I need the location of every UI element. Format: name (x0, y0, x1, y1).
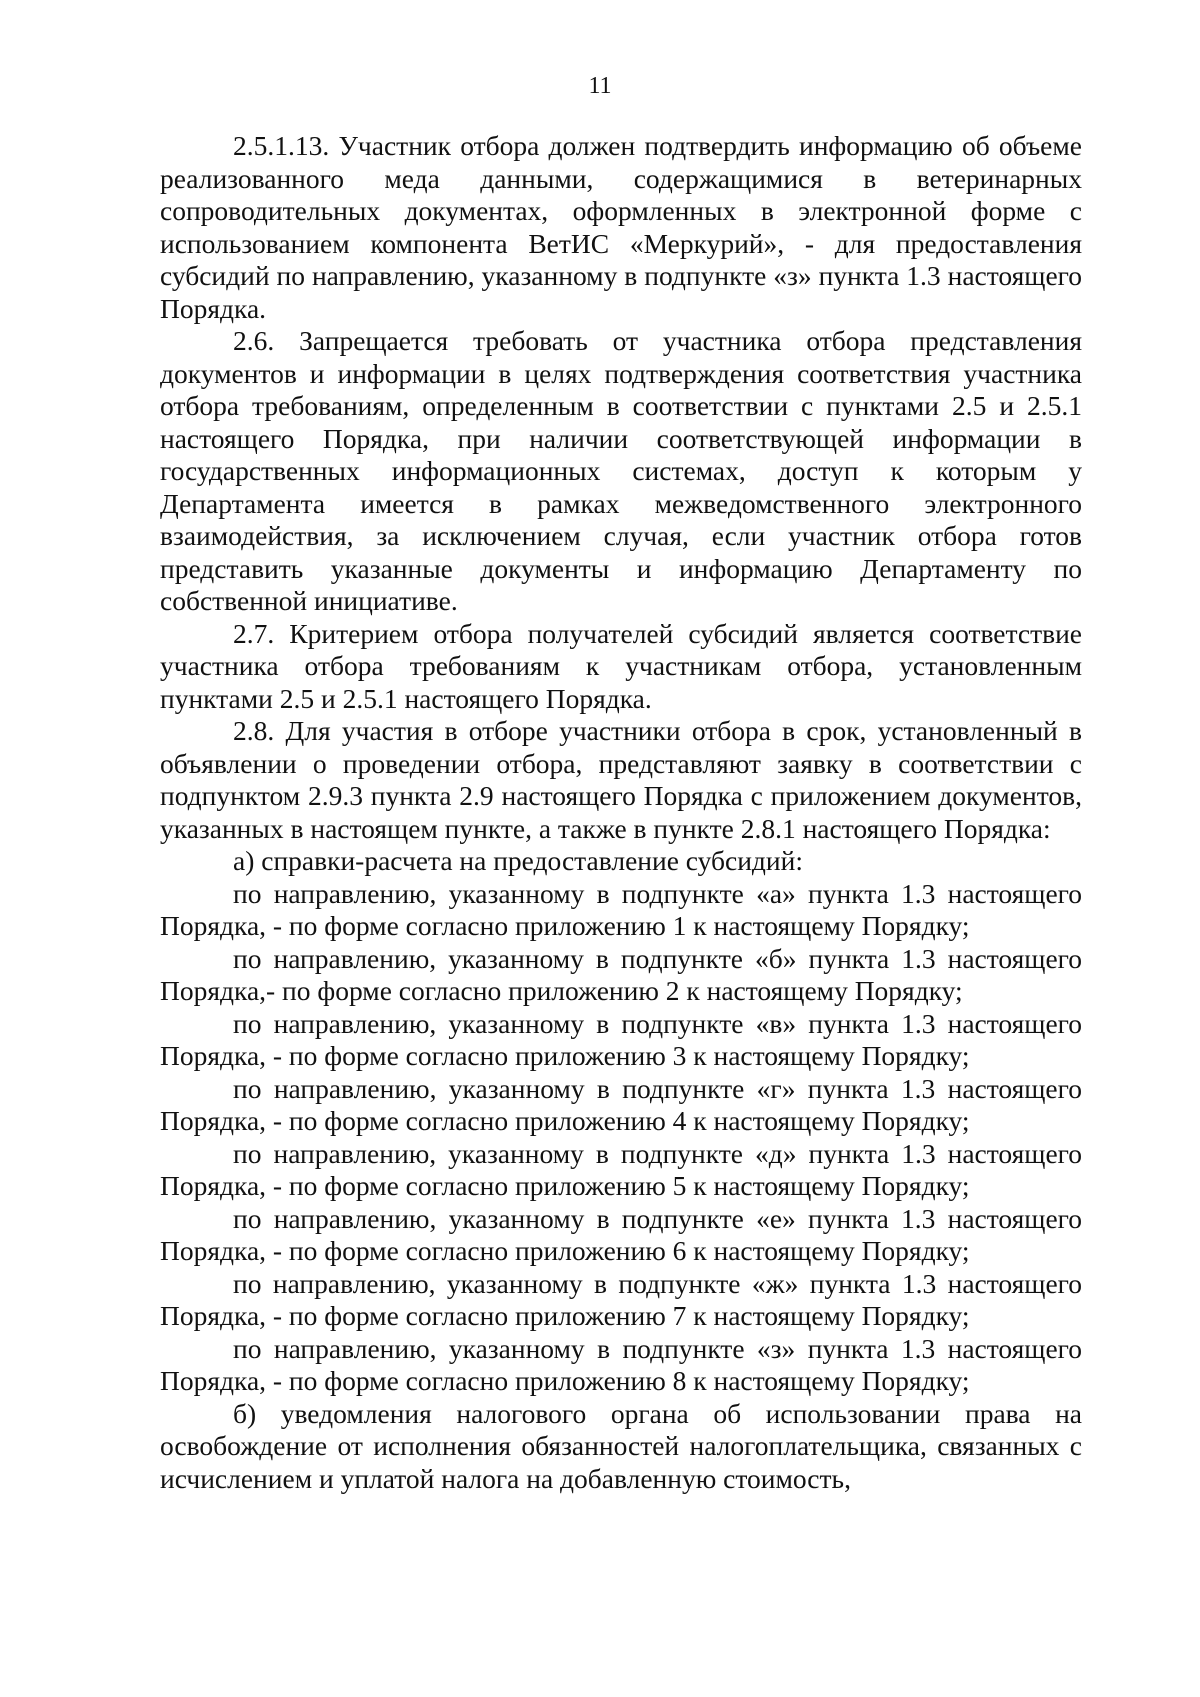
paragraph-item-b: б) уведомления налогового органа об использовании права на освобождение от исполнения обязанностей налогоплательщика, связанных с исчислением и уплатой налога на добавленную стоимость, (160, 1397, 1082, 1494)
list-item-direction-g: по направлению, указанному в подпункте «г» пункта 1.3 настоящего Порядка, - по форме согласно приложению 4 к настоящему Порядку; (160, 1072, 1082, 1136)
list-item-direction-v: по направлению, указанному в подпункте «в» пункта 1.3 настоящего Порядка, - по форме согласно приложению 3 к настоящему Порядку; (160, 1007, 1082, 1071)
list-item-direction-a: по направлению, указанному в подпункте «а» пункта 1.3 настоящего Порядка, - по форме согласно приложению 1 к настоящему Порядку; (160, 877, 1082, 941)
paragraph-item-a: а) справки-расчета на предоставление субсидий: (233, 845, 803, 876)
document-body (160, 130, 1082, 1495)
paragraph-2-8: 2.8. Для участия в отборе участники отбора в срок, установленный в объявлении о проведении отбора, представляют заявку в соответствии с подпунктом 2.9.3 пункта 2.9 настоящего Порядка с приложением документов, указанных в настоящем пункте, а также в пункте 2.8.1 настоящего Порядка: (160, 715, 1082, 844)
paragraph-2-7: 2.7. Критерием отбора получателей субсидий является соответствие участника отбора требованиям к участникам отбора, установленным пунктами 2.5 и 2.5.1 настоящего Порядка. (160, 617, 1082, 714)
list-item-direction-e: по направлению, указанному в подпункте «е» пункта 1.3 настоящего Порядка, - по форме согласно приложению 6 к настоящему Порядку; (160, 1202, 1082, 1266)
list-item-direction-d: по направлению, указанному в подпункте «д» пункта 1.3 настоящего Порядка, - по форме согласно приложению 5 к настоящему Порядку; (160, 1137, 1082, 1201)
list-item-direction-z: по направлению, указанному в подпункте «з» пункта 1.3 настоящего Порядка, - по форме согласно приложению 8 к настоящему Порядку; (160, 1332, 1082, 1396)
paragraph-2-5-1-13: 2.5.1.13. Участник отбора должен подтвердить информацию об объеме реализованного меда данными, содержащимися в ветеринарных сопроводительных документах, оформленных в электронной форме с использованием компонента ВетИС «Меркурий», - для предоставления субсидий по направлению, указанному в подпункте «з» пункта 1.3 настоящего Порядка. (160, 130, 1082, 324)
list-item-direction-zh: по направлению, указанному в подпункте «ж» пункта 1.3 настоящего Порядка, - по форме согласно приложению 7 к настоящему Порядку; (160, 1267, 1082, 1331)
page-number: 11 (588, 73, 612, 99)
paragraph-2-6: 2.6. Запрещается требовать от участника отбора представления документов и информации в целях подтверждения соответствия участника отбора требованиям, определенным в соответствии с пунктами 2.5 и 2.5.1 настоящего Порядка, при наличии соответствующей информации в государственных информационных системах, доступ к которым у Департамента имеется в рамках межведомственного электронного взаимодействия, за исключением случая, если участник отбора готов представить указанные документы и информацию Департаменту по собственной инициативе. (160, 325, 1082, 616)
list-item-direction-b: по направлению, указанному в подпункте «б» пункта 1.3 настоящего Порядка,- по форме согласно приложению 2 к настоящему Порядку; (160, 942, 1082, 1006)
